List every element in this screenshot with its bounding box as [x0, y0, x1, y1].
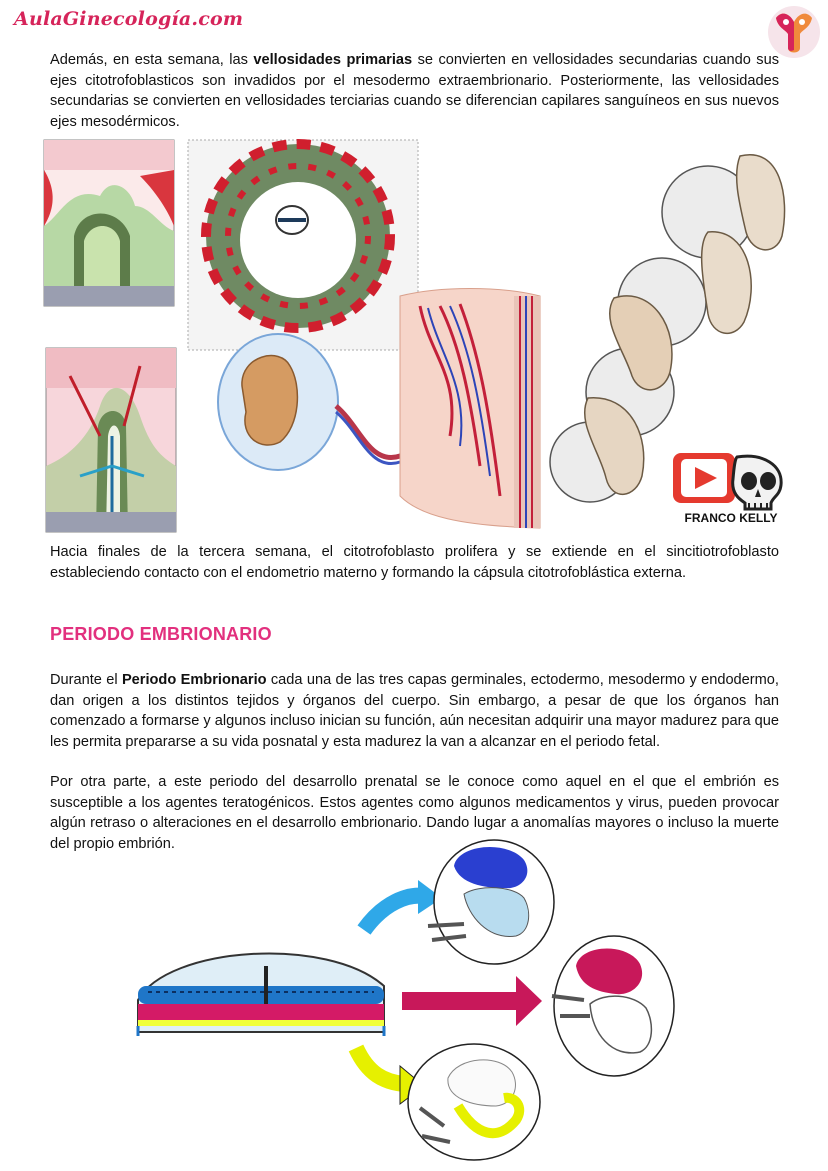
skull-icon	[733, 456, 781, 509]
mesoderm-embryo	[552, 936, 674, 1076]
primary-villus-panel	[44, 140, 174, 306]
tertiary-villus-panel	[46, 348, 176, 532]
mesoderm-arrow	[402, 976, 542, 1026]
channel-label: FRANCO KELLY	[684, 511, 778, 525]
germ-layers-figure	[128, 836, 688, 1166]
intro-paragraph	[50, 50, 779, 132]
section-bold-term: Periodo Embrionario	[121, 672, 267, 688]
endoderm-embryo	[408, 1044, 540, 1160]
section-title: PERIODO EMBRIONARIO	[50, 624, 272, 644]
section-text-a: Durante el	[50, 672, 122, 688]
trilaminar-disc	[138, 953, 384, 1036]
section-text-b: cada una de las tres capas germinales, ectodermo, mesodermo y endodermo, dan origen a los distintos tejidos y órganos del cuerpo. Sin embargo, a pesar de que los órganos han comenzado a formarse y algunos incluso inician su función, aún necesitan adquirir una mayor madurez para que les permita prepararse a su vida posnatal y esta madurez la van a alcanzar en el periodo fetal.	[50, 672, 779, 750]
intro-text-a: Además, en esta semana, las	[50, 52, 254, 68]
site-brand[interactable]: AulaGinecología.com	[14, 8, 244, 30]
intro-bold-term: vellosidades primarias	[253, 52, 413, 68]
ectoderm-embryo	[428, 840, 554, 964]
embryo-sequence-panel	[550, 155, 785, 502]
intro-text-b: se convierten en vellosidades secundarias cuando sus ejes citotrofoblasticos son invadidos por el mesodermo extraembrionario. Posteriormente, las vellosidades secundarias se convierten en vellosidades terciarias cuando se diferencian capilares sanguíneos en sus nuevos ejes mesodérmicos.	[50, 52, 779, 130]
teratogen-paragraph: Por otra parte, a este periodo del desarrollo prenatal se le conoce como aquel en el que el embrión es susceptible a los agentes teratogénicos. Estos agentes como algunos medicamentos y virus, pueden provocar algún retraso o alteraciones en el desarrollo embrionario. Dando lugar a anomalías mayores o incluso la muerte del propio embrión.	[50, 774, 779, 852]
blastocyst-ring-panel	[188, 140, 418, 350]
embryonic-period-paragraph	[50, 670, 779, 752]
cytotrophoblast-paragraph: Hacia finales de la tercera semana, el citotrofoblasto prolifera y se extiende en el sincitiotrofoblasto estableciendo contacto con el endometrio materno y formando la cápsula citotrofoblástica externa.	[50, 544, 779, 581]
ectoderm-arrow	[364, 880, 442, 930]
